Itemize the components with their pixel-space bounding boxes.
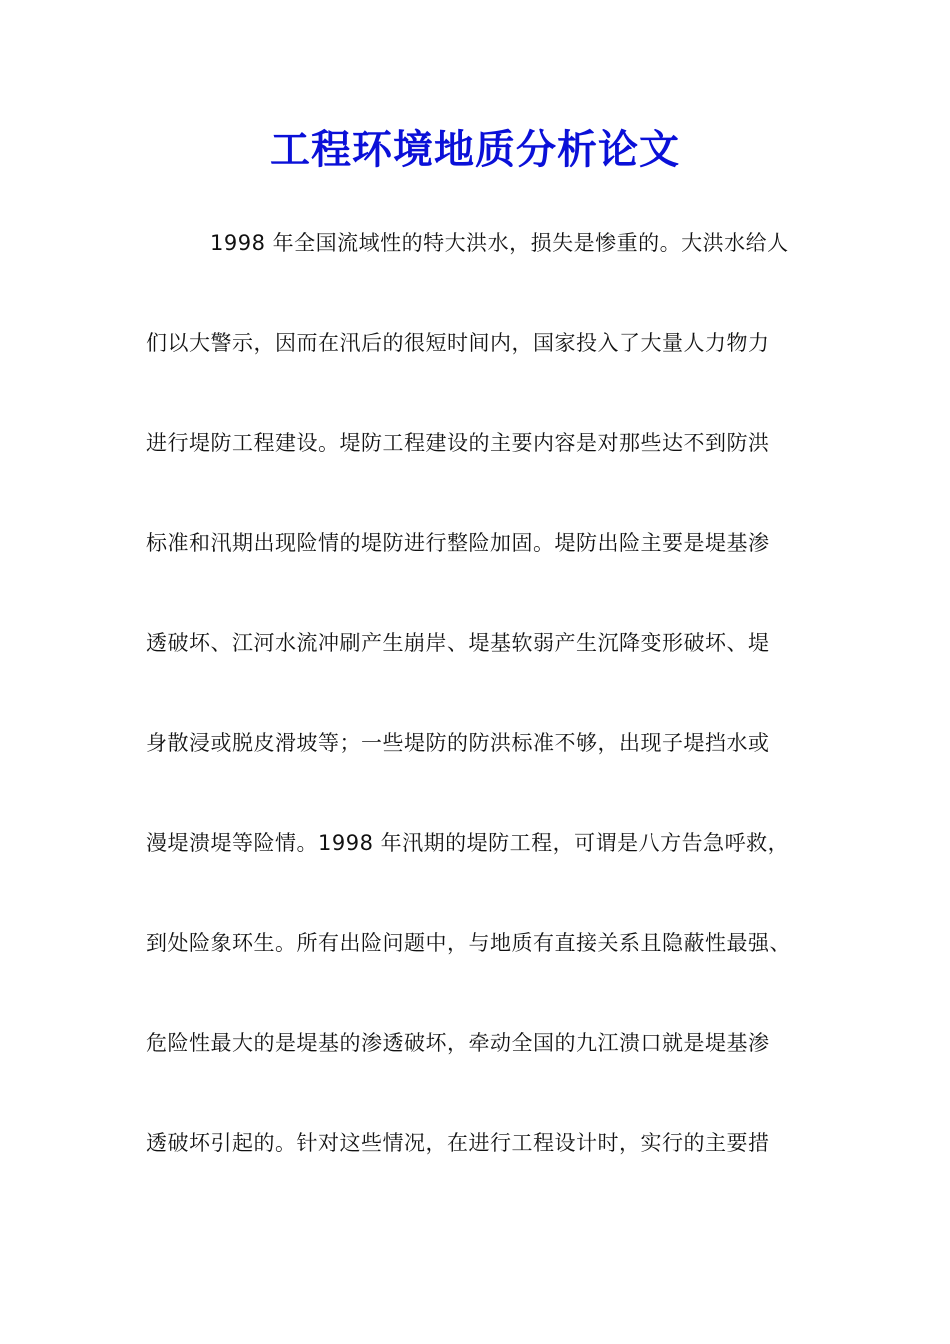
paragraph-line: 危险性最大的是堤基的渗透破坏，牵动全国的九江溃口就是堤基渗: [146, 1031, 770, 1055]
paragraph-line: 身散浸或脱皮滑坡等；一些堤防的防洪标准不够，出现子堤挡水或: [146, 731, 770, 755]
document-title: 工程环境地质分析论文: [270, 126, 680, 173]
paragraph-line: 到处险象环生。所有出险问题中，与地质有直接关系且隐蔽性最强、: [146, 931, 791, 955]
paragraph-line: 1998 年全国流域性的特大洪水，损失是惨重的。大洪水给人: [210, 231, 789, 255]
paragraph-line: 漫堤溃堤等险情。1998 年汛期的堤防工程，可谓是八方告急呼救，: [146, 831, 790, 855]
body-paragraph: [146, 218, 826, 1218]
paragraph-line: 透破坏引起的。针对这些情况，在进行工程设计时，实行的主要措: [146, 1131, 770, 1155]
paragraph-line: 标准和汛期出现险情的堤防进行整险加固。堤防出险主要是堤基渗: [146, 531, 770, 555]
paragraph-line: 进行堤防工程建设。堤防工程建设的主要内容是对那些达不到防洪: [146, 431, 770, 455]
paragraph-line: 们以大警示，因而在汛后的很短时间内，国家投入了大量人力物力: [146, 331, 770, 355]
paragraph-line: 透破坏、江河水流冲刷产生崩岸、堤基软弱产生沉降变形破坏、堤: [146, 631, 770, 655]
